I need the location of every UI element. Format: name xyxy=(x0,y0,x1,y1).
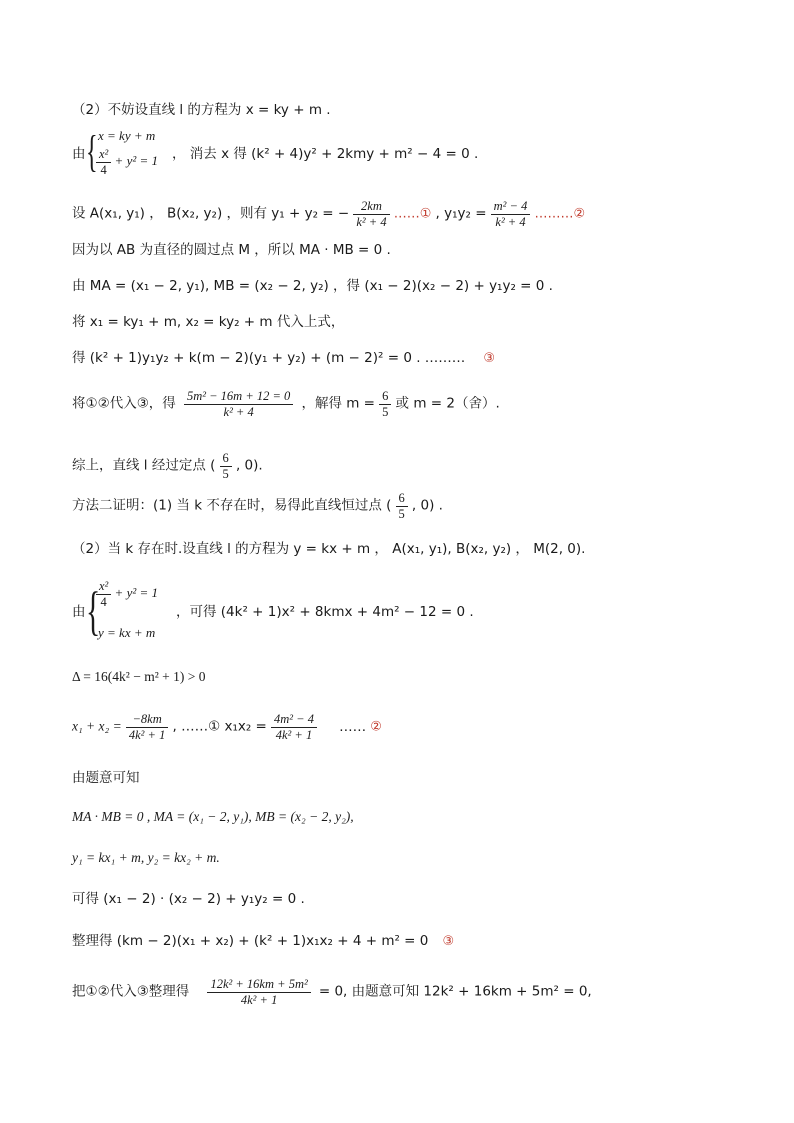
system-eq-1: x = ky + m xyxy=(98,128,156,143)
line-20: 把①②代入③整理得 $\frac{\text{12k² + 16km + 5m²}}{\text{4k² + 1}}$ = 0, 由题意可知 12k² + 16km + 5m² = 0, xyxy=(72,977,592,1007)
marker-3: ③ xyxy=(483,351,496,366)
line-12-result: ，可得 (4k² + 1)x² + 8kmx + 4m² − 12 = 0 . xyxy=(176,604,474,620)
line-5: 由 MA = (x₁ − 2, y₁), MB = (x₂ − 2, y₂) ，得 (x₁ − 2)(x₂ − 2) + y₁y₂ = 0 . xyxy=(72,278,553,294)
fraction-product: $\frac{\text{m² − 4}}{\text{k² + 4}}$ xyxy=(491,200,531,228)
line-15: 由题意可知 xyxy=(72,770,140,786)
line-12: 由 { $\frac{\text{x²}}{4}$ + y² = 1 y = kx + m ，可得 (4k² + 1)x² + 8kmx + 4m² − 12 = 0 . xyxy=(72,579,474,641)
fraction-product: $\frac{\text{4m² − 4}}{\text{4k² + 1}}$ xyxy=(271,713,317,741)
line-11: （2）当 k 存在时.设直线 l 的方程为 y = kx + m ， A(x₁, y₁), B(x₂, y₂) ， M(2, 0). xyxy=(72,541,586,557)
fraction-six-fifths: $\frac{6}{5}$ xyxy=(220,452,232,480)
marker-3: ③ xyxy=(442,934,455,949)
line-8: 将①②代入③，得 $\frac{\text{5m² − 16m + 12 = 0}}{\text{k² + 4}}$ ，解得 m = $\frac{6}{5}$ 或 m = 2（舍）. xyxy=(72,389,500,419)
line-17: y₁ = kx₁ + m, y₂ = kx₂ + m. xyxy=(72,850,220,865)
left-brace-icon: { xyxy=(86,581,101,641)
left-brace-icon: { xyxy=(86,127,98,176)
marker-2: ………② xyxy=(534,206,586,222)
fraction-sum: $\frac{2km}{\text{k² + 4}}$ xyxy=(353,200,389,228)
marker-1: ……① xyxy=(393,206,432,222)
line-1: （2）不妨设直线 l 的方程为 x = ky + m . xyxy=(72,102,331,118)
line-7: 得 (k² + 1)y₁y₂ + k(m − 2)(y₁ + y₂) + (m − 2)² = 0 . ……… ③ xyxy=(72,350,496,366)
line-19: 整理得 (km − 2)(x₁ + x₂) + (k² + 1)x₁x₂ + 4 + m² = 0 ③ xyxy=(72,933,455,949)
line-3: 设 A(x₁, y₁) ， B(x₂, y₂) ，则有 y₁ + y₂ = − $\frac{2km}{\text{k² + 4}}$ ……① , y₁y₂ = $\frac{\text{m² − 4}}{\text{k² + 4}}$ ………② xyxy=(72,199,586,229)
line-4: 因为以 AB 为直径的圆过点 M ，所以 MA · MB = 0 . xyxy=(72,242,391,258)
line-2 xyxy=(72,126,722,186)
fraction-six-fifths: $\frac{6}{5}$ xyxy=(396,492,408,520)
fraction-equation: $\frac{\text{5m² − 16m + 12 = 0}}{\text{k² + 4}}$ xyxy=(184,390,293,418)
system-eq-2-rest: + y² = 1 xyxy=(114,152,159,168)
line-13: Δ = 16(4k² − m² + 1) > 0 xyxy=(72,669,206,684)
line-16: MA · MB = 0 , MA = (x₁ − 2, y₁), MB = (x₂ − 2, y₂), xyxy=(72,809,354,824)
line-9: 综上，直线 l 经过定点 ( $\frac{6}{5}$ , 0). xyxy=(72,451,263,481)
line-10: 方法二证明：(1) 当 k 不存在时，易得此直线恒过点 ( $\frac{6}{5}$ , 0) . xyxy=(72,491,443,521)
fraction-sum: $\frac{-8km}{\text{4k² + 1}}$ xyxy=(126,713,168,741)
fraction-six-fifths: $\frac{6}{5}$ xyxy=(379,390,391,418)
line-2-result: ， 消去 x 得 (k² + 4)y² + 2kmy + m² − 4 = 0 . xyxy=(172,146,479,162)
fraction-final: $\frac{\text{12k² + 16km + 5m²}}{\text{4k² + 1}}$ xyxy=(207,978,310,1006)
line-14: x₁ + x₂ = $\frac{-8km}{\text{4k² + 1}}$ , ……① x₁x₂ = $\frac{\text{4m² − 4}}{\text{4k² + 1}}$ …… ② xyxy=(72,712,382,742)
marker-2: ② xyxy=(370,719,382,735)
line-2-prefix: 由 xyxy=(72,146,86,162)
line-6: 将 x₁ = ky₁ + m, x₂ = ky₂ + m 代入上式， xyxy=(72,314,345,330)
system-eq-1-fraction: $\frac{\text{x²}}{4}$ xyxy=(96,580,111,608)
system-eq-2: y = kx + m xyxy=(98,625,156,640)
system-eq-2-fraction: $\frac{\text{x²}}{4}$ xyxy=(96,148,111,176)
line-18: 可得 (x₁ − 2) · (x₂ − 2) + y₁y₂ = 0 . xyxy=(72,891,305,907)
